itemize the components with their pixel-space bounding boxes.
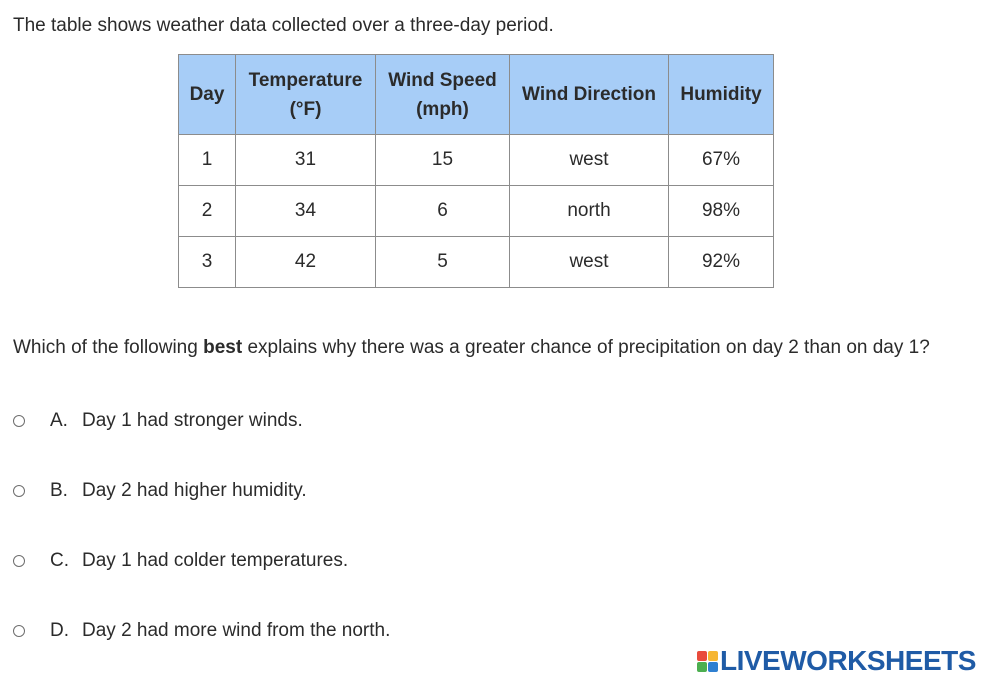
header-wind-speed-label: Wind Speed <box>388 69 497 91</box>
logo-tile <box>697 651 707 661</box>
answer-option-a[interactable] <box>13 409 303 433</box>
option-letter-c: C. <box>50 550 69 571</box>
answer-option-d[interactable] <box>13 619 390 643</box>
option-text-b: Day 2 had higher humidity. <box>82 480 307 501</box>
cell-wind-direction: north <box>510 186 669 237</box>
table-row <box>179 186 774 237</box>
table-header-row <box>179 55 774 135</box>
logo-tile <box>708 662 718 672</box>
cell-wind-direction: west <box>510 237 669 288</box>
header-wind-direction <box>510 55 669 135</box>
cell-wind-speed: 5 <box>376 237 510 288</box>
logo-wordmark: LIVEWORKSHEETS <box>720 645 976 676</box>
header-wind-speed-unit: (mph) <box>416 98 469 120</box>
header-humidity <box>669 55 774 135</box>
header-temperature <box>236 55 376 135</box>
liveworksheets-logo-icon <box>697 651 718 672</box>
header-temperature-label: Temperature <box>248 69 363 91</box>
cell-humidity: 98% <box>669 186 774 237</box>
cell-day: 3 <box>179 237 236 288</box>
header-wind-speed <box>376 55 510 135</box>
option-letter-d: D. <box>50 620 69 641</box>
intro-text: The table shows weather data collected over a three-day period. <box>13 15 554 36</box>
option-text-a: Day 1 had stronger winds. <box>82 410 303 431</box>
logo-tile <box>708 651 718 661</box>
question-text <box>13 333 933 362</box>
cell-day: 1 <box>179 135 236 186</box>
weather-data-table <box>178 54 774 288</box>
liveworksheets-logo[interactable] <box>697 645 976 677</box>
header-day-label: Day <box>189 84 225 105</box>
header-temperature-unit: (°F) <box>289 98 322 120</box>
cell-temperature: 42 <box>236 237 376 288</box>
cell-humidity: 92% <box>669 237 774 288</box>
radio-button-a[interactable] <box>13 415 25 427</box>
cell-humidity: 67% <box>669 135 774 186</box>
cell-wind-direction: west <box>510 135 669 186</box>
header-humidity-label: Humidity <box>680 84 762 105</box>
option-text-d: Day 2 had more wind from the north. <box>82 620 391 641</box>
header-wind-direction-label: Wind Direction <box>522 84 656 105</box>
question-text-end: explains why there was a greater chance of precipitation on day 2 than on day 1? <box>242 337 930 358</box>
cell-day: 2 <box>179 186 236 237</box>
question-emphasis: best <box>203 337 243 358</box>
answer-option-b[interactable] <box>13 479 307 503</box>
option-text-c: Day 1 had colder temperatures. <box>82 550 349 571</box>
radio-button-b[interactable] <box>13 485 25 497</box>
option-letter-a: A. <box>50 410 68 431</box>
option-letter-b: B. <box>50 480 68 501</box>
radio-button-c[interactable] <box>13 555 25 567</box>
cell-wind-speed: 6 <box>376 186 510 237</box>
radio-button-d[interactable] <box>13 625 25 637</box>
logo-tile <box>697 662 707 672</box>
table-row <box>179 135 774 186</box>
cell-temperature: 34 <box>236 186 376 237</box>
table-row <box>179 237 774 288</box>
answer-option-c[interactable] <box>13 549 348 573</box>
question-text-start: Which of the following <box>13 337 204 358</box>
header-day <box>179 55 236 135</box>
cell-wind-speed: 15 <box>376 135 510 186</box>
cell-temperature: 31 <box>236 135 376 186</box>
